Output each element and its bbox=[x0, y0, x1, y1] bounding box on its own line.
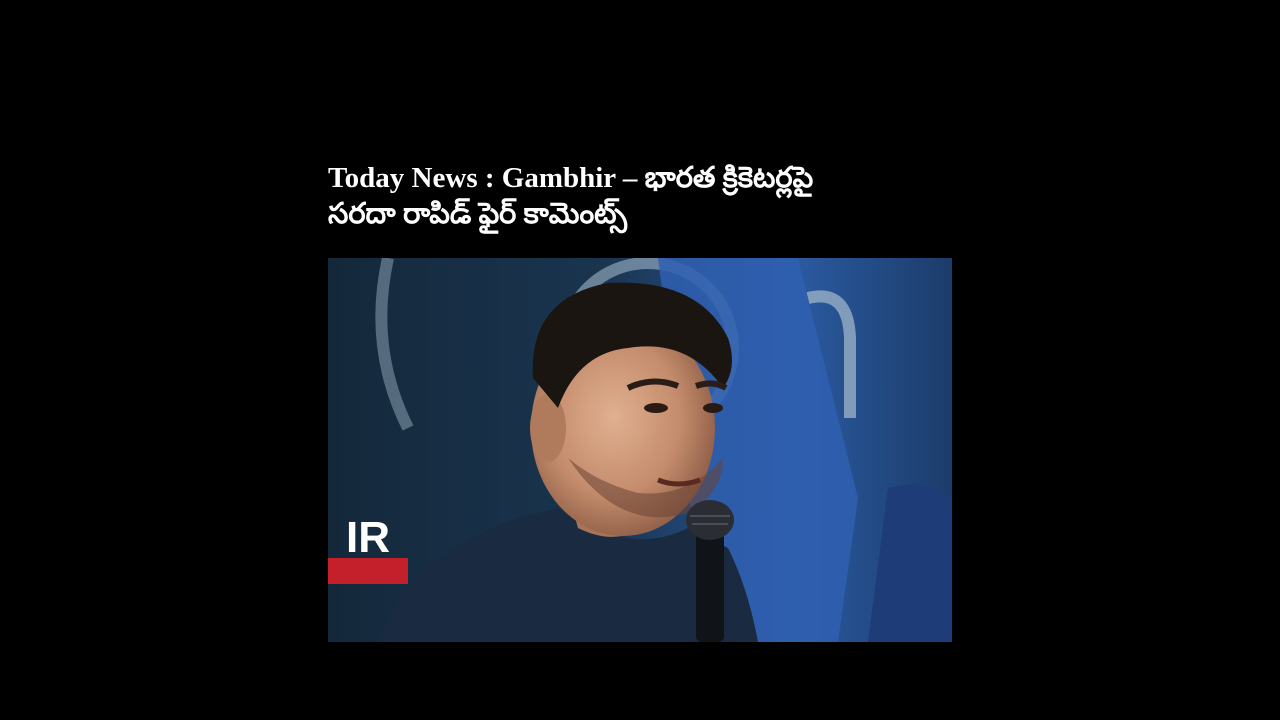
microphone-handle bbox=[696, 528, 724, 642]
person-eye bbox=[703, 403, 723, 413]
article-headline[interactable] bbox=[328, 160, 952, 232]
article-photo[interactable] bbox=[328, 258, 952, 642]
headline-line-2: సరదా రాపిడ్ ఫైర్ కామెంట్స్ bbox=[328, 198, 628, 230]
person-eye bbox=[644, 403, 668, 413]
backdrop-letters: IR bbox=[346, 513, 390, 562]
article-photo-illustration bbox=[328, 258, 952, 642]
person-ear bbox=[530, 394, 566, 462]
headline-line-1: Today News : Gambhir – భారత క్రికెటర్లపై bbox=[328, 162, 814, 194]
microphone-head bbox=[686, 500, 734, 540]
